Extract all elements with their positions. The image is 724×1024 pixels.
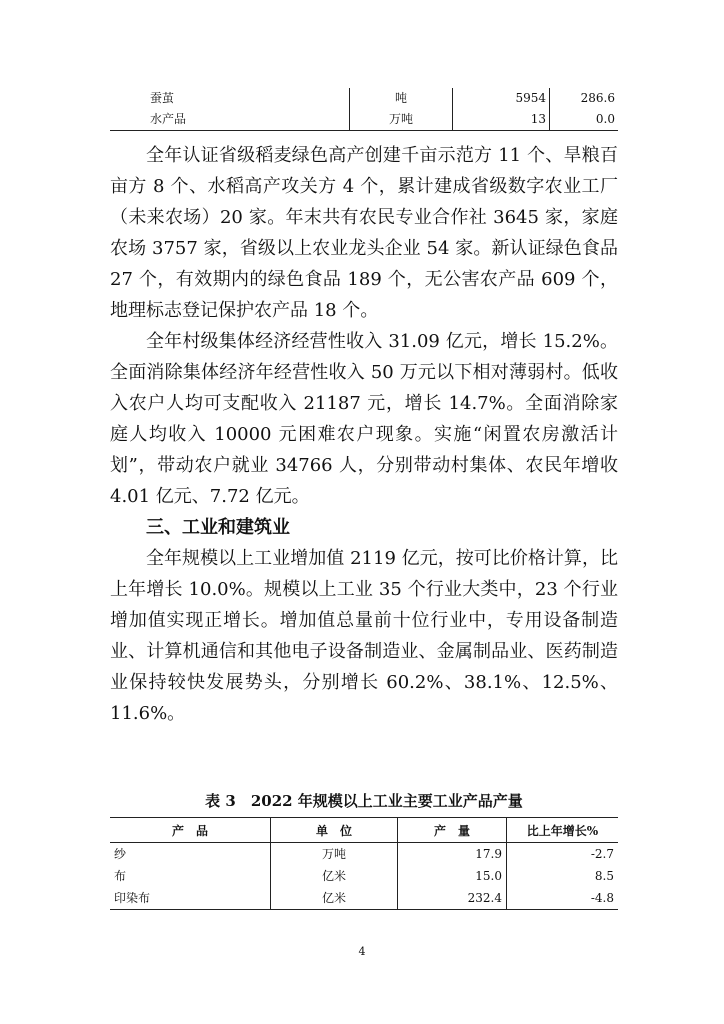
- table-row: [110, 843, 618, 866]
- growth-cell: 8.5: [507, 865, 619, 887]
- output-cell: 232.4: [398, 887, 507, 910]
- header-output: 产 量: [398, 818, 507, 843]
- value-cell: 5954: [453, 88, 550, 109]
- product-cell: 布: [114, 869, 127, 883]
- table-row: [110, 88, 618, 109]
- header-growth: 比上年增长%: [507, 818, 619, 843]
- table-header-row: [110, 818, 618, 843]
- body-text: [110, 140, 618, 729]
- paragraph-industry: 全年规模以上工业增加值 2119 亿元，按可比价格计算，比上年增长 10.0%。规模以上工业 35 个行业大类中，23 个行业增加值实现正增长。增加值总量前十位行业中，专用设备制造业、计算机通信和其他电子设备制造业、金属制品业、医药制造业保持较快发展势头，分别增长 60.2%、38.1%、12.5%、11.6%。: [110, 548, 618, 724]
- growth-cell: 286.6: [550, 88, 619, 109]
- table-row: [110, 887, 618, 910]
- growth-cell: 0.0: [550, 109, 619, 131]
- growth-cell: -4.8: [507, 887, 619, 910]
- product-cell: 印染布: [110, 887, 271, 910]
- table-row: [110, 865, 618, 887]
- unit-cell: 亿米: [271, 887, 398, 910]
- page-number: 4: [358, 945, 366, 958]
- table-row: [110, 109, 618, 131]
- product-cell: 水产品: [110, 109, 350, 131]
- growth-cell: -2.7: [507, 843, 619, 866]
- industrial-products-table: [110, 817, 618, 910]
- unit-cell: 吨: [350, 88, 453, 109]
- product-cell: 纱: [114, 847, 127, 861]
- output-cell: 17.9: [398, 843, 507, 866]
- continued-agri-table: [110, 88, 618, 131]
- unit-cell: 万吨: [271, 843, 398, 866]
- section-heading: 三、工业和建筑业: [146, 517, 290, 538]
- paragraph-rural-income: 全年村级集体经济经营性收入 31.09 亿元，增长 15.2%。全面消除集体经济年经营性收入 50 万元以下相对薄弱村。低收入农户人均可支配收入 21187 元，增长 14.7%。全面消除家庭人均收入 10000 元困难农户现象。实施“闲置农房激活计划”，带动农户就业 34766 人，分别带动村集体、农民年增收 4.01 亿元、7.72 亿元。: [110, 331, 618, 507]
- value-cell: 13: [453, 109, 550, 131]
- header-product: 产 品: [110, 818, 271, 843]
- unit-cell: 万吨: [350, 109, 453, 131]
- output-cell: 15.0: [398, 865, 507, 887]
- header-unit: 单 位: [271, 818, 398, 843]
- table3-caption: 表 3 2022 年规模以上工业主要工业产品产量: [205, 792, 523, 810]
- product-cell: 蚕茧: [150, 91, 175, 105]
- unit-cell: 亿米: [271, 865, 398, 887]
- paragraph-agri-certification: 全年认证省级稻麦绿色高产创建千亩示范方 11 个、旱粮百亩方 8 个、水稻高产攻关方 4 个，累计建成省级数字农业工厂（未来农场）20 家。年末共有农民专业合作社 3645 家，家庭农场 3757 家，省级以上农业龙头企业 54 家。新认证绿色食品 27 个，有效期内的绿色食品 189 个，无公害农产品 609 个，地理标志登记保护农产品 18 个。: [110, 145, 618, 321]
